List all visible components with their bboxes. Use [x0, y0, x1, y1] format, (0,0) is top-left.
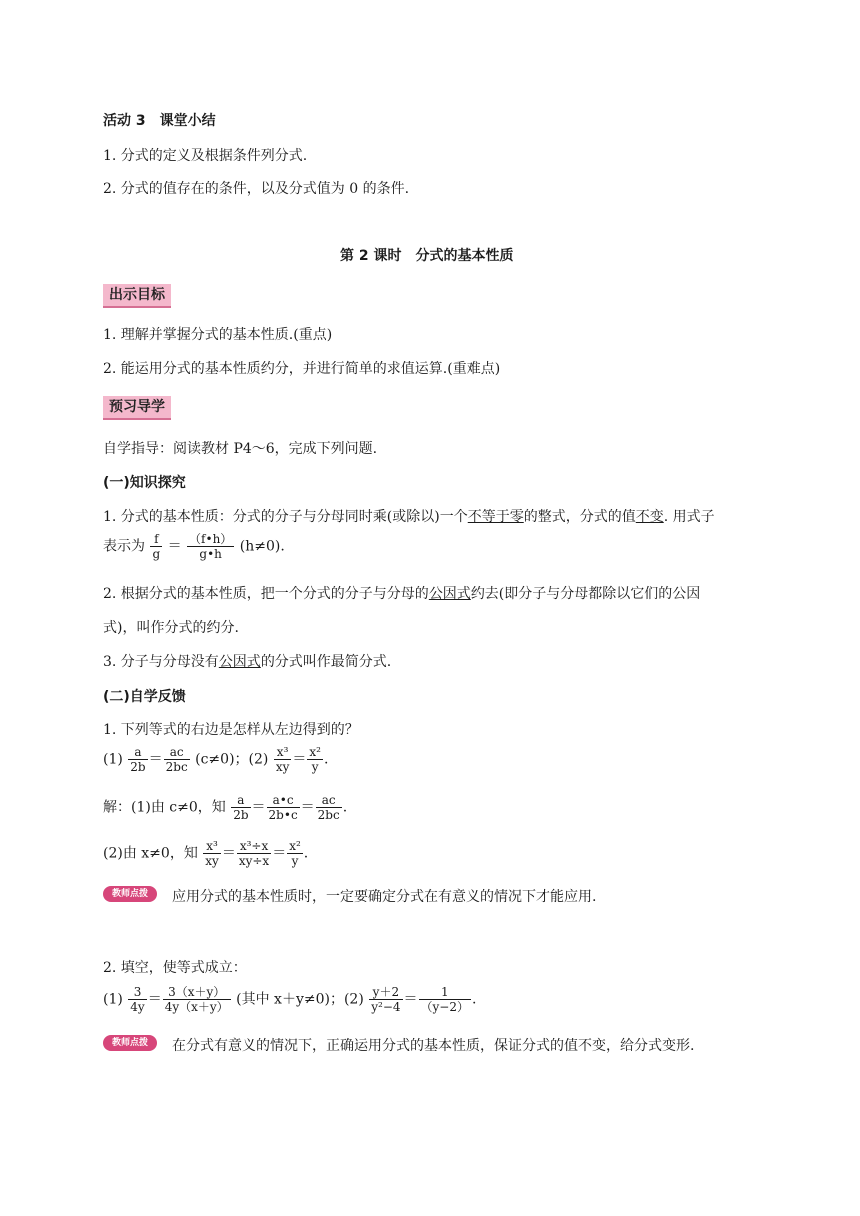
fraction-3xy-4yxy: $\frac{3(x+y)}{4y(x+y)}$ [164, 985, 229, 1014]
goal-item-1: 1. 理解并掌握分式的基本性质.(重点) [103, 327, 333, 343]
fraction-f-g: $\frac{f}{g}$ [152, 532, 161, 561]
section-knowledge: (一)知识探究 [103, 475, 186, 491]
teacher-tip-1: 应用分式的基本性质时，一定要确定分式在有意义的情况下才能应用. [172, 889, 597, 905]
summary-item-1: 1. 分式的定义及根据条件列分式. [103, 148, 308, 164]
question-1: 1. 下列等式的右边是怎样从左边得到的？ [103, 722, 359, 738]
fraction-a-2b: $\frac{a}{2b}$ [130, 745, 146, 774]
preview-tag: 预习导学 [103, 396, 171, 420]
fraction-x3-div: $\frac{\text{x³÷x}}{xy\div x}$ [238, 839, 270, 868]
section-feedback: (二)自学反馈 [103, 689, 186, 705]
question-2-expressions: (1) $\frac{3}{4y}$ ＝ $\frac{3(x+y)}{4y(x+y)}$ (其中 x＋y≠0)；(2) $\frac{y+2}{\text{y²−4}}$ ＝ $\frac{1}{(y-2)}$ . [103, 985, 477, 1014]
solution-2: (2)由 x≠0，知 $\frac{\text{x³}}{xy}$ ＝ $\frac{\text{x³÷x}}{xy\div x}$ ＝ $\frac{\text{x²}}{y}$ . [103, 839, 309, 868]
fraction-x2-y: $\frac{\text{x²}}{y}$ [309, 745, 321, 774]
fraction-y2-y24: $\frac{y+2}{\text{y²−4}}$ [371, 985, 401, 1014]
question-2: 2. 填空，使等式成立： [103, 960, 247, 976]
solution-1: 解：(1)由 c≠0，知 $\frac{a}{2b}$ ＝ $\frac{a•c}{2b•c}$ ＝ $\frac{ac}{2bc}$ . [103, 793, 348, 822]
activity3-title: 活动 3 课堂小结 [103, 113, 216, 129]
teacher-tip-2: 在分式有意义的情况下，正确运用分式的基本性质，保证分式的值不变，给分式变形. [172, 1038, 695, 1054]
fraction-1-y2: $\frac{1}{(y-2)}$ [420, 985, 470, 1014]
goal-item-2: 2. 能运用分式的基本性质约分，并进行简单的求值运算.(重难点) [103, 361, 501, 377]
fraction-ac-2bc: $\frac{ac}{2bc}$ [165, 745, 188, 774]
lesson-title: 第 2 课时 分式的基本性质 [340, 248, 514, 264]
fraction-3-4y: $\frac{3}{4y}$ [130, 985, 145, 1014]
fraction-fh-gh: $\frac{(f•h)}{g•h}$ [189, 532, 233, 561]
reduction-line-1: 2. 根据分式的基本性质，把一个分式的分子与分母的公因式约去(即分子与分母都除以它们的公因 [103, 586, 701, 602]
reduction-line-2: 式)，叫作分式的约分. [103, 620, 239, 636]
property-formula-line: 表示为 $\frac{f}{g}$ ＝ $\frac{(f•h)}{g•h}$ (h≠0). [103, 532, 285, 561]
goals-tag: 出示目标 [103, 284, 171, 308]
fraction-x3-xy: $\frac{\text{x³}}{xy}$ [275, 745, 290, 774]
self-study-guide: 自学指导：阅读教材 P4～6，完成下列问题. [103, 441, 378, 457]
teacher-tip-badge: 教师点拨 [103, 886, 157, 902]
question-1-expressions: (1) $\frac{a}{2b}$ ＝ $\frac{ac}{2bc}$ (c≠0)；(2) $\frac{\text{x³}}{xy}$ ＝ $\frac{\text{x²}}{y}$ . [103, 745, 329, 774]
teacher-tip-badge-2: 教师点拨 [103, 1035, 157, 1051]
simplest-fraction-line: 3. 分子与分母没有公因式的分式叫作最简分式. [103, 654, 392, 670]
fraction-ac-expanded: $\frac{a•c}{2b•c}$ [268, 793, 298, 822]
summary-item-2: 2. 分式的值存在的条件，以及分式值为 0 的条件. [103, 181, 410, 197]
property-line-1: 1. 分式的基本性质：分式的分子与分母同时乘(或除以)一个不等于零的整式，分式的值不变. 用式子 [103, 509, 715, 525]
